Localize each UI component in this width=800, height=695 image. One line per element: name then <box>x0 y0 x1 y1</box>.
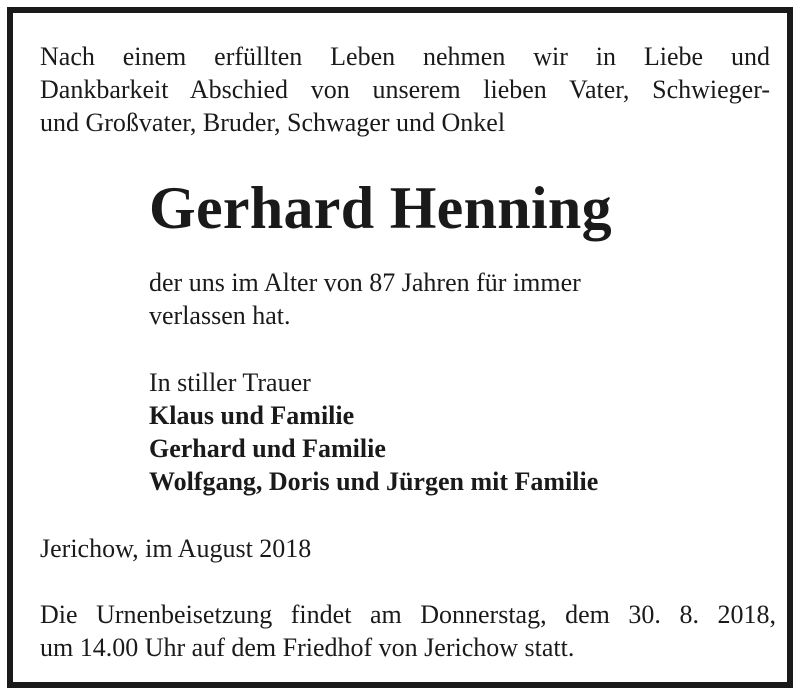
age-paragraph <box>149 266 581 332</box>
age-line: der uns im Alter von 87 Jahren für immer <box>149 268 581 297</box>
mourners-block <box>149 366 598 498</box>
mourner-name: Wolfgang, Doris und Jürgen mit Familie <box>149 467 599 496</box>
intro-line: und Großvater, Bruder, Schwager und Onkel <box>40 108 506 137</box>
intro-line: Nach einem erfüllten Leben nehmen wir in Liebe und <box>40 42 770 71</box>
place-date-text: Jerichow, im August 2018 <box>40 534 312 563</box>
obituary-notice <box>7 7 793 688</box>
place-date <box>40 532 311 565</box>
mourner-name: Gerhard und Familie <box>149 434 386 463</box>
deceased-name: Gerhard Henning <box>149 175 612 241</box>
burial-paragraph <box>40 598 776 664</box>
burial-line: um 14.00 Uhr auf dem Friedhof von Jerichow statt. <box>40 633 575 662</box>
mourning-label: In stiller Trauer <box>149 368 311 397</box>
age-line: verlassen hat. <box>149 301 291 330</box>
burial-line: Die Urnenbeisetzung findet am Donnerstag, dem 30. 8. 2018, <box>40 600 776 629</box>
intro-line: Dankbarkeit Abschied von unserem lieben Vater, Schwieger- <box>40 75 770 104</box>
mourner-name: Klaus und Familie <box>149 401 355 430</box>
intro-paragraph <box>40 40 770 139</box>
